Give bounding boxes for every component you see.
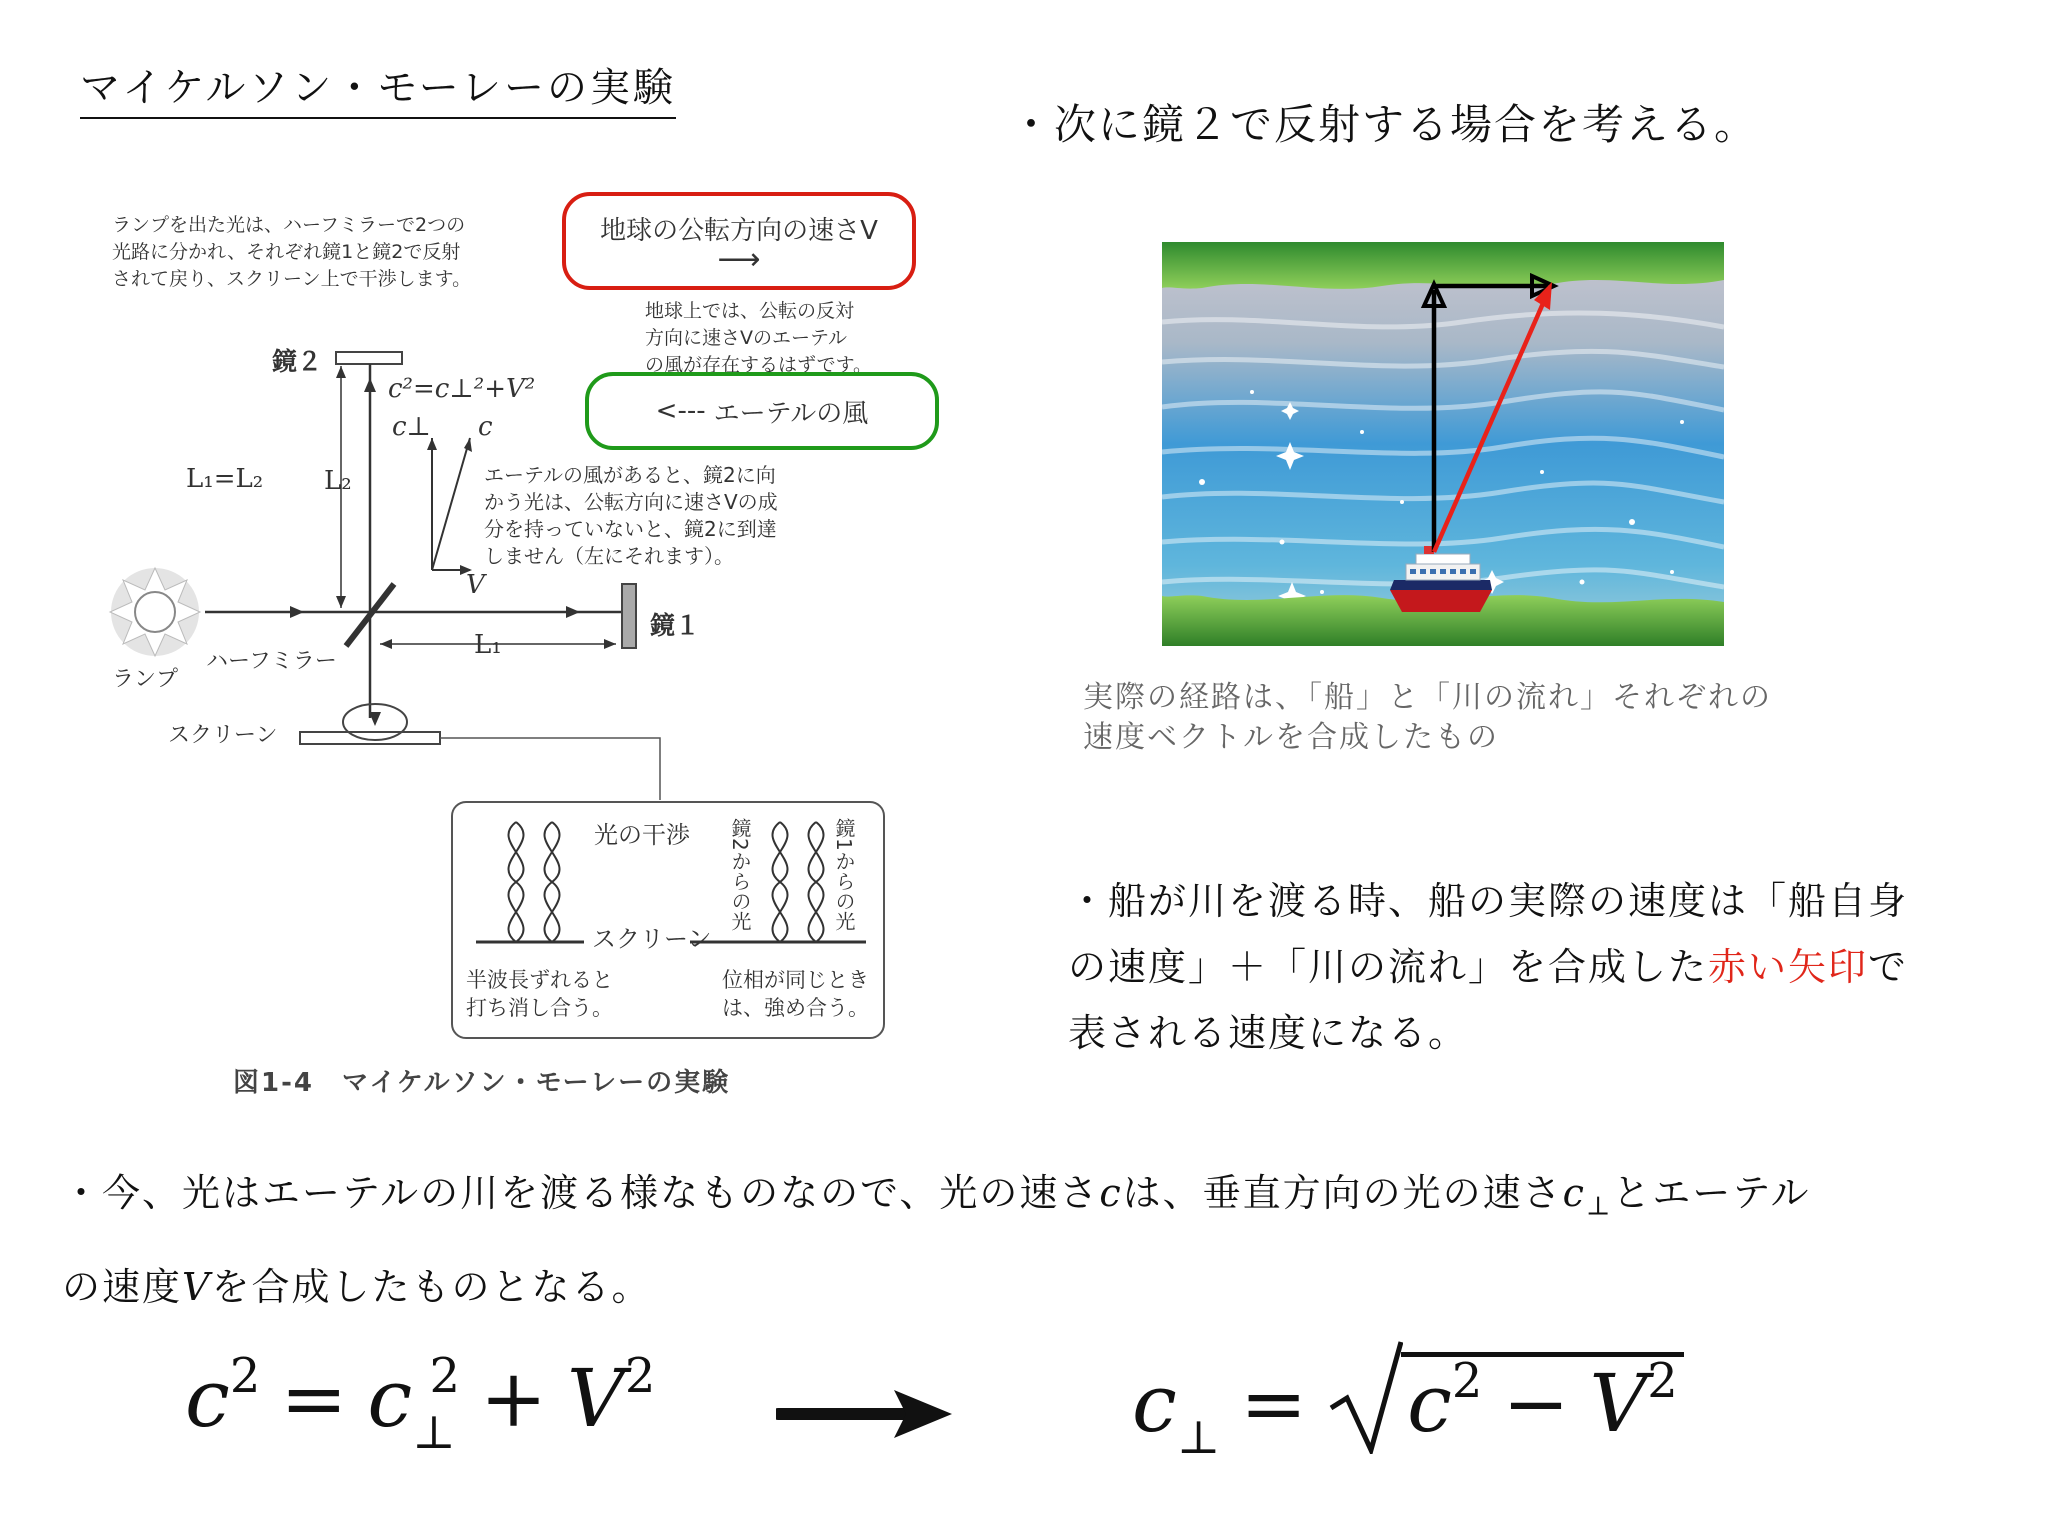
earth-speed-label: 地球の公転方向の速さV (600, 215, 878, 246)
figure-description-line: 光路に分かれ、それぞれ鏡1と鏡2で反射 (112, 241, 461, 263)
l2-label: L₂ (324, 466, 352, 496)
mirror2-label: 鏡２ (272, 347, 323, 376)
experiment-figure (0, 0, 960, 1110)
text-segment: とエーテル (1612, 1171, 1811, 1215)
equation-left (185, 1348, 656, 1459)
figure-description-line: ランプを出た光は、ハーフミラーで2つの (112, 214, 466, 236)
equation-right (1132, 1352, 1684, 1464)
perp-subscript: ⊥ (1585, 1191, 1613, 1222)
eq-c-perp: c (367, 1352, 413, 1445)
half-mirror-label: ハーフミラー (206, 649, 337, 674)
photo-caption-line: 速度ベクトルを合成したもの (1083, 720, 1499, 755)
earth-note-line: 方向に速さVのエーテル (645, 327, 848, 349)
mirror2-shape (336, 352, 402, 364)
same-phase-line: 位相が同じとき (722, 968, 869, 992)
earth-note-line: 地球上では、公転の反対 (645, 300, 855, 322)
ether-note-line: エーテルの風があると、鏡2に向 (484, 463, 776, 487)
eq-perp: ⊥ (1176, 1410, 1221, 1464)
figure-description-line: されて戻り、スクリーン上で干渉します。 (112, 268, 472, 290)
apparatus-diagram (0, 0, 960, 1110)
screen-shape (300, 732, 440, 744)
sqrt-sign-icon (1327, 1338, 1403, 1454)
page-title: マイケルソン・モーレーの実験 (80, 56, 676, 119)
ether-wind-label: エーテルの風 (713, 398, 869, 429)
ether-note (484, 462, 778, 570)
v-label: V (466, 570, 485, 600)
eq-v: V (567, 1352, 625, 1445)
eq-exponent: 2 (1647, 1353, 1678, 1409)
text-segment: は、垂直方向の光の速さ (1122, 1171, 1563, 1215)
ether-note-line: かう光は、公転方向に速さVの成 (484, 490, 778, 514)
ether-note-line: 分を持っていないと、鏡2に到達 (484, 517, 777, 541)
eq-perp: ⊥ (412, 1405, 456, 1459)
boat-text-part: で表される速度になる。 (1068, 945, 1909, 1055)
math-c: c (1099, 1171, 1123, 1215)
same-phase-note (722, 966, 869, 1022)
light-explanation-line1 (62, 1162, 1962, 1222)
eq-c: c (185, 1352, 230, 1445)
red-arrow-text: 赤い矢印 (1708, 945, 1869, 989)
from-mirror2-label: 鏡2からの光 (728, 818, 752, 931)
photo-caption (1083, 678, 1772, 758)
earth-note-line: の風が存在するはずです。 (645, 354, 873, 376)
boat-explanation (1068, 868, 1928, 1066)
inset-screen-label: スクリーン (592, 925, 712, 953)
section-heading: ・次に鏡２で反射する場合を考える。 (1010, 100, 1759, 149)
light-explanation-line2 (62, 1256, 1962, 1311)
river-illustration (1162, 242, 1724, 646)
eq-exponent: 2 (624, 1348, 656, 1404)
text-segment: の速度 (62, 1265, 183, 1309)
mirror1-label: 鏡１ (650, 611, 701, 640)
sqrt-radicand (1401, 1352, 1684, 1450)
l1-equals-l2-label: L₁=L₂ (186, 464, 264, 494)
half-wave-line: 半波長ずれると (466, 968, 613, 992)
mirror1-shape (622, 584, 636, 648)
half-wave-note (466, 966, 613, 1022)
text-segment: を合成したものとなる。 (211, 1265, 652, 1309)
eq-v: V (1589, 1357, 1648, 1450)
l1-label: L₁ (474, 630, 502, 660)
sqrt-expression (1327, 1352, 1684, 1450)
eq-exponent: 2 (229, 1348, 261, 1404)
eq-equals: = (1240, 1357, 1308, 1450)
eq-c-perp: c (1132, 1357, 1177, 1450)
photo-caption-line: 実際の経路は、「船」と「川の流れ」それぞれの (1083, 680, 1772, 715)
right-arrow-icon: ⟶ (717, 241, 761, 277)
half-wave-line: 打ち消し合う。 (466, 996, 613, 1020)
c-perp-label: c⊥ (392, 412, 432, 442)
screen-label: スクリーン (168, 723, 278, 748)
from-mirror1-label: 鏡1からの光 (832, 818, 856, 931)
boat-text-part: ・船が川を渡る時、船の実際の速度は「船自身の速度」＋「川の流れ」を合成した (1068, 879, 1909, 989)
eq-c: c (1407, 1357, 1452, 1450)
small-equation: c²=c⊥²+V² (388, 374, 536, 404)
implies-arrow-icon (776, 1386, 956, 1442)
text-segment: ・今、光はエーテルの川を渡る様なものなので、光の速さ (62, 1171, 1100, 1215)
c-label: c (478, 412, 493, 442)
eq-minus: − (1502, 1357, 1570, 1450)
dashed-left-arrow-icon: <--- (655, 396, 706, 426)
same-phase-line: は、強め合う。 (722, 996, 869, 1020)
eq-equals: = (280, 1352, 348, 1445)
math-v: V (182, 1265, 212, 1309)
eq-plus: + (480, 1352, 548, 1445)
figure-caption: 図1-4 マイケルソン・モーレーの実験 (233, 1068, 731, 1098)
eq-exponent: 2 (1451, 1353, 1483, 1409)
eq-exponent: 2 (429, 1348, 461, 1404)
lamp-shape (110, 568, 200, 656)
interference-label: 光の干渉 (594, 821, 690, 849)
math-c-perp: c (1562, 1171, 1586, 1215)
lamp-label: ランプ (112, 667, 179, 692)
ether-note-line: しません（左にそれます）。 (484, 544, 734, 568)
